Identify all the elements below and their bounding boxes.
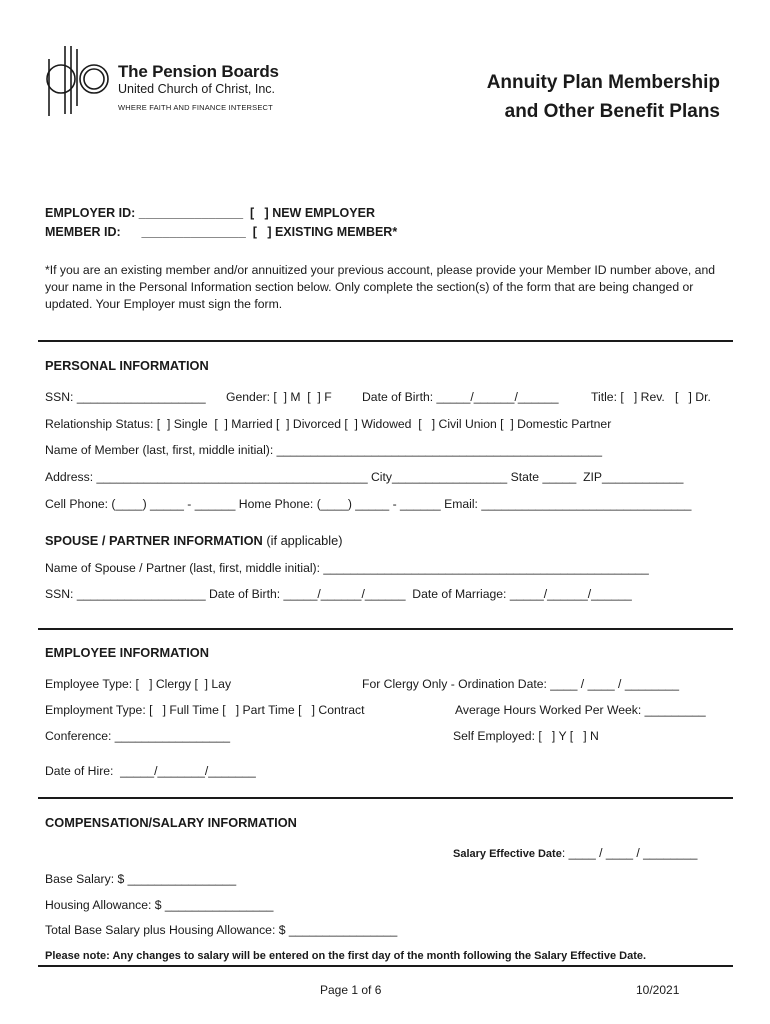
personal-info-heading: PERSONAL INFORMATION xyxy=(45,358,209,373)
page-number: Page 1 of 6 xyxy=(320,983,382,997)
self-employed-field[interactable]: Self Employed: [ ] Y [ ] N xyxy=(453,729,599,743)
spouse-details-field[interactable]: SSN: ___________________ Date of Birth: _____/______/______ Date of Marriage: _____/______/______ xyxy=(45,587,632,601)
salary-effective-label: Salary Effective Date xyxy=(453,848,562,860)
logo-org-name: The Pension Boards xyxy=(118,62,279,81)
ordination-date-field[interactable]: For Clergy Only - Ordination Date: ____ / ____ / ________ xyxy=(362,677,680,691)
relationship-status-field[interactable]: Relationship Status: [ ] Single [ ] Married [ ] Divorced [ ] Widowed [ ] Civil Union [ ] Domestic Partner xyxy=(45,417,612,431)
phone-email-field[interactable]: Cell Phone: (____) _____ - ______ Home Phone: (____) _____ - ______ Email: _______________________________ xyxy=(45,497,692,511)
employer-id-line[interactable]: EMPLOYER ID: _______________ [ ] NEW EMPLOYER xyxy=(45,206,375,220)
salary-effective-date-field[interactable] xyxy=(453,846,697,860)
spouse-info-heading xyxy=(45,533,342,548)
existing-member-note: *If you are an existing member and/or annuitized your previous account, please provide your Member ID number above, and your name in the Personal Information section below. Only complete the section(s) of the form that are being changed or updated. Your Employer must sign the form. xyxy=(45,263,716,311)
section-divider xyxy=(38,965,733,967)
employee-type-field[interactable]: Employee Type: [ ] Clergy [ ] Lay xyxy=(45,677,232,691)
spouse-name-field[interactable]: Name of Spouse / Partner (last, first, middle initial): ________________________________________________ xyxy=(45,561,649,575)
avg-hours-field[interactable]: Average Hours Worked Per Week: _________ xyxy=(455,703,706,717)
employment-type-field[interactable]: Employment Type: [ ] Full Time [ ] Part Time [ ] Contract xyxy=(45,703,365,717)
title-field[interactable]: Title: [ ] Rev. [ ] Dr. xyxy=(591,390,711,404)
gender-field[interactable]: Gender: [ ] M [ ] F xyxy=(226,390,332,404)
address-field[interactable]: Address: ________________________________________ City_________________ State _____ ZIP____________ xyxy=(45,470,684,484)
member-id-line[interactable]: MEMBER ID: _______________ [ ] EXISTING MEMBER* xyxy=(45,225,398,239)
logo-org-subtitle: United Church of Christ, Inc. xyxy=(118,82,276,96)
conference-field[interactable]: Conference: _________________ xyxy=(45,729,231,743)
form-revision-date: 10/2021 xyxy=(636,983,680,997)
section-divider xyxy=(38,340,733,342)
housing-allowance-field[interactable]: Housing Allowance: $ ________________ xyxy=(45,898,274,912)
salary-change-note: Please note: Any changes to salary will be entered on the first day of the month following the Salary Effective Date. xyxy=(45,950,647,962)
section-divider xyxy=(38,797,733,799)
form-title-line1: Annuity Plan Membership xyxy=(486,72,720,93)
hire-date-field[interactable]: Date of Hire: _____/_______/_______ xyxy=(45,764,256,778)
section-divider xyxy=(38,628,733,630)
total-salary-field[interactable]: Total Base Salary plus Housing Allowance: $ ________________ xyxy=(45,923,398,937)
base-salary-field[interactable]: Base Salary: $ ________________ xyxy=(45,872,237,886)
spouse-heading-note: (if applicable) xyxy=(262,533,343,548)
spouse-heading-text: SPOUSE / PARTNER INFORMATION xyxy=(45,533,263,548)
form-title-line2: and Other Benefit Plans xyxy=(504,101,720,122)
employee-info-heading: EMPLOYEE INFORMATION xyxy=(45,645,209,660)
member-name-field[interactable]: Name of Member (last, first, middle initial): ________________________________________________ xyxy=(45,443,602,457)
logo-tagline: WHERE FAITH AND FINANCE INTERSECT xyxy=(118,103,273,112)
dob-field[interactable]: Date of Birth: _____/______/______ xyxy=(362,390,559,404)
form-title xyxy=(420,68,720,126)
compensation-heading: COMPENSATION/SALARY INFORMATION xyxy=(45,815,297,830)
ssn-field[interactable]: SSN: ___________________ xyxy=(45,390,206,404)
salary-effective-blank: : ____ / ____ / ________ xyxy=(561,846,698,860)
